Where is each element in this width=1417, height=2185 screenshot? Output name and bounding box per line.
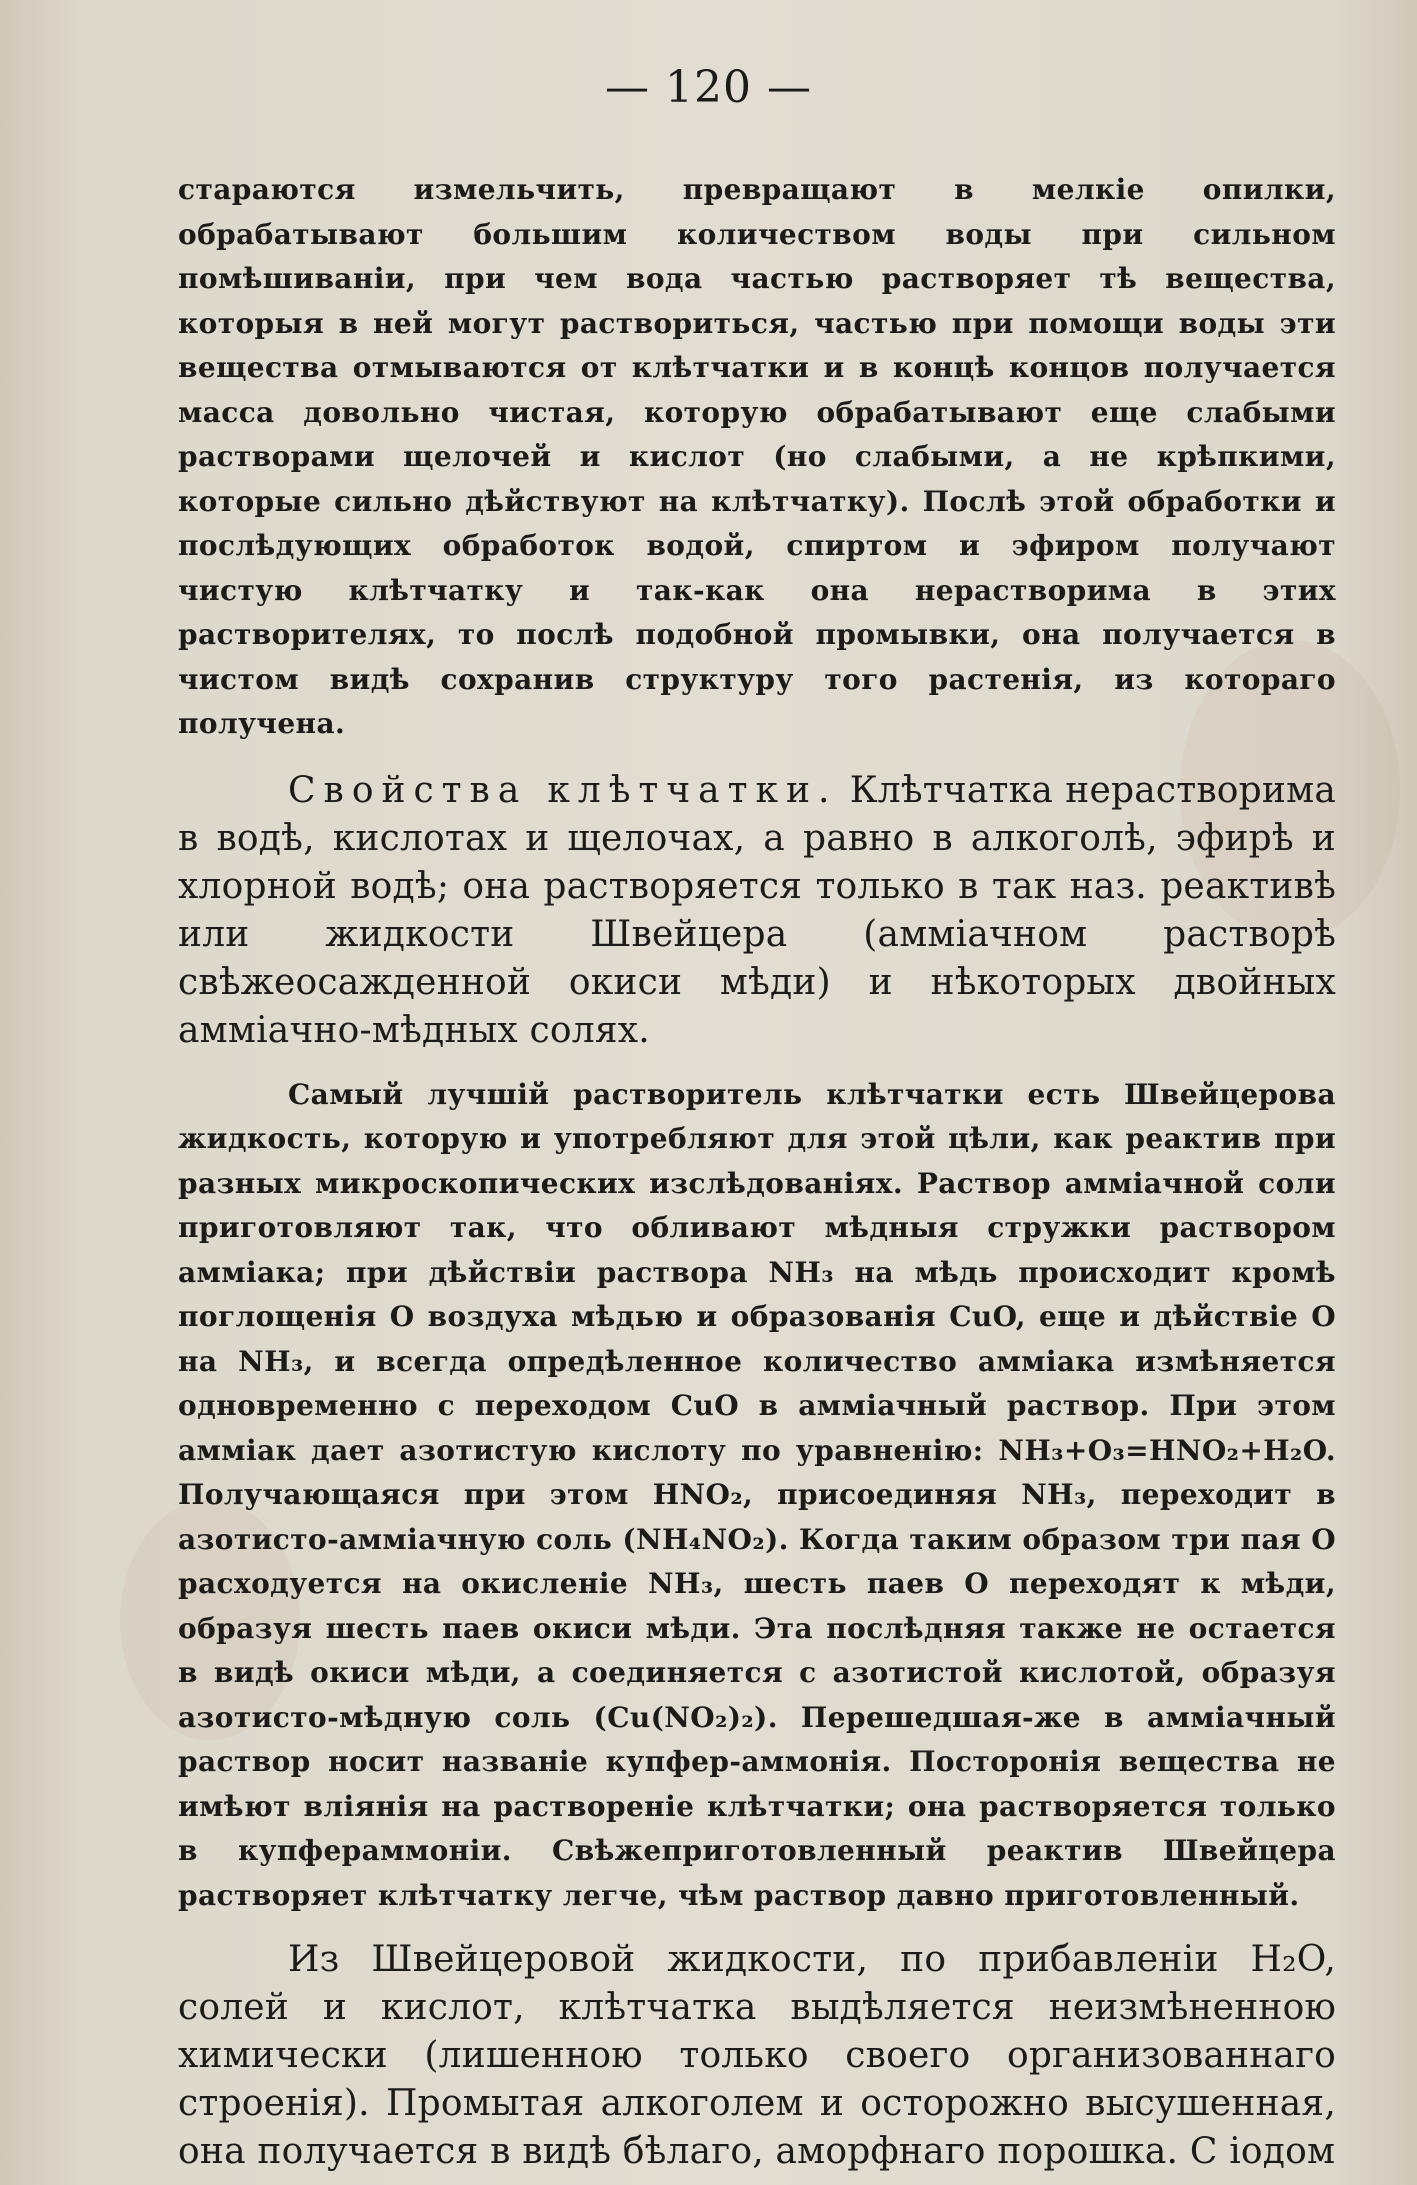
paragraph-2 [178, 767, 1336, 1055]
page-number: — 120 — [605, 62, 812, 113]
paragraph-1: стараются измельчить, превращают в мелкіе опилки, обрабатывают большим количеством воды при сильном помѣшиваніи, при чем вода частью растворяет тѣ вещества, которыя в ней могут раствориться, частью при помощи воды эти вещества отмываются от клѣтчатки и в концѣ концов получается масса довольно чистая, которую обрабатывают еще слабыми растворами щелочей и кислот (но слабыми, а не крѣпкими, которые сильно дѣйствуют на клѣтчатку). Послѣ этой обработки и послѣдующих обработок водой, спиртом и эфиром получают чистую клѣтчатку и так-как она нерастворима в этих растворителях, то послѣ подобной промывки, она получается в чистом видѣ сохранив структуру того растенія, из котораго получена. [178, 173, 1336, 740]
paragraph-2-text: Клѣтчатка нерастворима в водѣ, кислотах и щелочах, а равно в алкоголѣ, эфирѣ и хлорной водѣ; она растворяется только в так наз. реактивѣ или жидкости Швейцера (амміачном растворѣ свѣжеосажденной окиси мѣди) и нѣкоторых двойных амміачно-мѣдных солях. [178, 769, 1336, 1051]
page-body [178, 168, 1336, 2176]
paragraph-3: Самый лучшій растворитель клѣтчатки есть Швейцерова жидкость, которую и употребляют для этой цѣли, как реактив при разных микроскопических изслѣдованіях. Раствор амміачной соли приготовляют так, что обливают мѣдныя стружки раствором амміака; при дѣйствіи раствора NH₃ на мѣдь происходит кромѣ поглощенія O воздуха мѣдью и образованія CuO, еще и дѣйствіе O на NH₃, и всегда опредѣленное количество амміака измѣняется одновременно с переходом CuO в амміачный раствор. При этом амміак дает азотистую кислоту по уравненію: NH₃+O₃=HNO₂+H₂O. Получающаяся при этом HNO₂, присоединяя NH₃, переходит в азотисто-амміачную соль (NH₄NO₂). Когда таким образом три пая O расходуется на окисленіе NH₃, шесть паев O переходят к мѣди, образуя шесть паев окиси мѣди. Эта послѣдняя также не остается в видѣ окиси мѣди, а соединяется с азотистой кислотой, образуя азотисто-мѣдную соль (Cu(NO₂)₂). Перешедшая-же в амміачный раствор носит названіе купфер-аммонія. Посторонія вещества не имѣют вліянія на раствореніе клѣтчатки; она растворяется только в купфераммоніи. Свѣжеприготовленный реактив Швейцера растворяет клѣтчатку легче, чѣм раствор давно приготовленный. [178, 1077, 1336, 1912]
section-heading: Свойства клѣтчатки. [288, 769, 838, 811]
paragraph-4: Из Швейцеровой жидкости, по прибавленіи H₂O, солей и кислот, клѣтчатка выдѣляется неизмѣненною химически (лишенною только своего организованнаго строенія). Промытая алкоголем и осторожно высушенная, она получается в видѣ бѣлаго, аморфнаго порошка. С іодом [178, 1939, 1336, 2172]
